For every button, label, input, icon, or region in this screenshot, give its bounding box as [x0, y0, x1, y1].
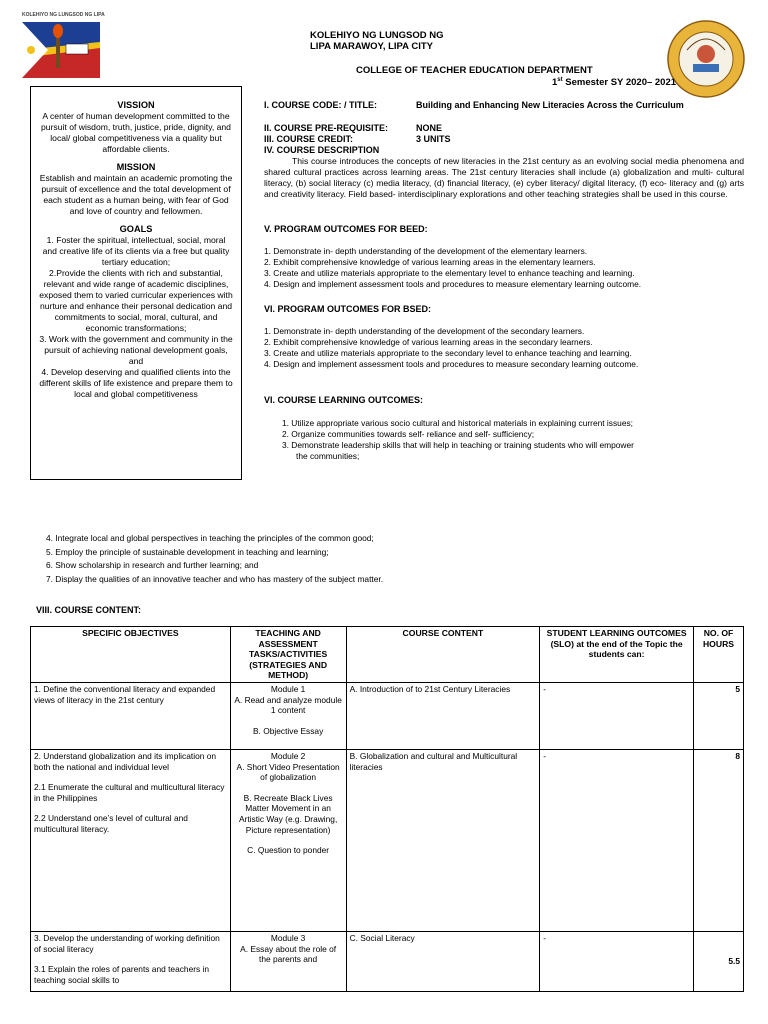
- bsed-item: 2. Exhibit comprehensive knowledge of various learning areas in the secondary learners.: [264, 337, 593, 347]
- goals-title: GOALS: [119, 224, 153, 234]
- bsed-item: 3. Create and utilize materials appropriate to the secondary level to enhance teaching and learning.: [264, 348, 632, 358]
- course-title: Building and Enhancing New Literacies Across the Curriculum: [416, 100, 684, 110]
- objective-line: 2.2 Understand one’s level of cultural and multicultural literacy.: [34, 813, 188, 834]
- cell-hours: 5.5: [694, 931, 744, 991]
- cell-tasks: [230, 749, 346, 931]
- goal-item: 3. Work with the government and community in the pursuit of achieving national development goals, and: [39, 334, 233, 366]
- task-line: [234, 783, 343, 793]
- task-line: [234, 716, 343, 726]
- col-header-objectives: SPECIFIC OBJECTIVES: [31, 627, 231, 683]
- semester-sup: st: [557, 77, 563, 83]
- cte-seal-icon: [667, 20, 745, 98]
- clo-title: VI. COURSE LEARNING OUTCOMES:: [264, 395, 424, 405]
- cell-hours: 5: [694, 682, 744, 749]
- task-line: [234, 835, 343, 845]
- mission-title: MISSION: [116, 162, 156, 172]
- cte-seal: [667, 20, 745, 98]
- clo-item: 6. Show scholarship in research and further learning; and: [46, 560, 259, 570]
- course-content-table: [30, 626, 744, 992]
- clo-item: the communities;: [296, 451, 360, 461]
- bsed-title: VI. PROGRAM OUTCOMES FOR BSED:: [264, 304, 432, 314]
- bsed-item: 4. Design and implement assessment tools and procedures to measure secondary learning outcome.: [264, 359, 639, 369]
- vision-mission-box: [30, 86, 242, 480]
- goal-item: 4. Develop deserving and qualified clients into the different skills of life existence and prepare them to local and global competitiveness: [39, 367, 233, 399]
- task-line: B. Objective Essay: [252, 725, 324, 736]
- school-name: KOLEHIYO NG LUNGSOD NG: [310, 30, 444, 41]
- cell-objective: [31, 931, 231, 991]
- cell-slo: -: [540, 931, 694, 991]
- mission-text: Establish and maintain an academic promoting the pursuit of excellence and the total development of each student as a human being, with fear of God and love of country and fellowmen.: [39, 173, 233, 216]
- prereq-value: NONE: [416, 123, 443, 133]
- kll-logo: [22, 22, 100, 78]
- task-line: A. Read and analyze module 1 content: [234, 694, 342, 716]
- clo-list-bottom: [46, 532, 736, 586]
- cell-slo: -: [540, 749, 694, 931]
- beed-item: 1. Demonstrate in- depth understanding of the development of the elementary learners.: [264, 246, 588, 256]
- clo-item: 3. Demonstrate leadership skills that will help in teaching or training students who will empower: [282, 440, 634, 450]
- cell-objective: [31, 682, 231, 749]
- logo-caption: KOLEHIYO NG LUNGSOD NG LIPA: [22, 12, 105, 18]
- table-header-row: [31, 627, 744, 683]
- cell-content: C. Social Literacy: [346, 931, 540, 991]
- objective-line: 2. Understand globalization and its implication on both the national and individual level: [34, 750, 217, 772]
- objective-line: [34, 954, 227, 964]
- bsed-list: [264, 326, 744, 370]
- beed-list: [264, 246, 744, 290]
- semester-text: Semester SY 2020– 2021: [562, 77, 677, 89]
- objective-line: 1. Define the conventional literacy and expanded views of literacy in the 21st century: [34, 683, 216, 705]
- col-header-hours: NO. OF HOURS: [694, 627, 744, 683]
- department-name: COLLEGE OF TEACHER EDUCATION DEPARTMENT: [356, 65, 593, 76]
- task-line: A. Short Video Presentation of globalization: [236, 761, 340, 783]
- vision-title: VISSION: [117, 100, 155, 110]
- task-line: Module 2: [270, 750, 306, 761]
- clo-list-top: [282, 418, 742, 462]
- table-row: [31, 931, 744, 991]
- school-address: LIPA MARAWOY, LIPA CITY: [310, 41, 433, 52]
- clo-item: 7. Display the qualities of an innovative teacher and who has mastery of the subject matter.: [46, 573, 384, 584]
- objective-line: 3. Develop the understanding of working definition of social literacy: [34, 932, 220, 954]
- cell-slo: -: [540, 682, 694, 749]
- beed-item: 4. Design and implement assessment tools and procedures to measure elementary learning outcome.: [264, 279, 642, 289]
- semester-number: 1: [552, 77, 558, 89]
- goal-item: 1. Foster the spiritual, intellectual, social, moral and creative life of its clients via a free but quality tertiary education;: [42, 235, 230, 267]
- objective-line: [34, 803, 227, 813]
- task-line: Module 1: [270, 683, 306, 694]
- task-line: B. Recreate Black Lives Matter Movement in an Artistic Way (e.g. Drawing, Picture representation): [238, 792, 338, 835]
- clo-item: 4. Integrate local and global perspectives in teaching the principles of the common good;: [46, 533, 374, 543]
- objective-line: 2.1 Enumerate the cultural and multicultural literacy in the Philippines: [34, 782, 225, 803]
- clo-item: 2. Organize communities towards self- reliance and self- sufficiency;: [282, 429, 535, 439]
- task-line: A. Essay about the role of the parents and: [240, 943, 337, 965]
- course-description: This course introduces the concepts of new literacies in the 21st century as an evolving social media phenomena and shared cultural practices across learning areas. The 21st century literacies shall include (a) globalization and multi- cultural literacy, (b) social literacy (c) media literacy, (d) financial literacy, (e) cyber literacy/ digital literacy, (f) eco- literacy and (g) arts and creativity literacy. Field based- interdisciplinary explorations and other teaching strategies shall be used in this course.: [264, 156, 744, 199]
- beed-item: 3. Create and utilize materials appropriate to the elementary level to enhance teaching and learning.: [264, 268, 635, 278]
- course-code-label: I. COURSE CODE: / TITLE:: [264, 100, 378, 110]
- credit-label: III. COURSE CREDIT:: [264, 134, 354, 144]
- cell-tasks: [230, 931, 346, 991]
- col-header-content: COURSE CONTENT: [346, 627, 540, 683]
- bsed-item: 1. Demonstrate in- depth understanding of the development of the secondary learners.: [264, 326, 585, 336]
- clo-item: 1. Utilize appropriate various socio cultural and historical materials in explaining current issues;: [282, 418, 633, 428]
- prereq-label: II. COURSE PRE-REQUISITE:: [264, 123, 389, 133]
- vision-text: A center of human development committed to the pursuit of wisdom, truth, justice, pride, dignity, and local/ global competitiveness via a quality but affordable clients.: [41, 111, 231, 154]
- cell-content: A. Introduction of to 21st Century Literacies: [346, 682, 540, 749]
- table-row: [31, 749, 744, 931]
- semester-line: [552, 77, 676, 88]
- content-title: VIII. COURSE CONTENT:: [36, 605, 142, 615]
- kll-logo-icon: [22, 22, 100, 78]
- task-line: Module 3: [270, 932, 306, 943]
- objective-line: 3.1 Explain the roles of parents and teachers in teaching social skills to: [34, 964, 210, 985]
- desc-label: IV. COURSE DESCRIPTION: [264, 145, 380, 155]
- credit-value: 3 UNITS: [416, 134, 451, 144]
- beed-item: 2. Exhibit comprehensive knowledge of various learning areas in the elementary learners.: [264, 257, 596, 267]
- task-line: C. Question to ponder: [247, 845, 330, 856]
- col-header-slo: STUDENT LEARNING OUTCOMES (SLO) at the end of the Topic the students can:: [540, 627, 694, 683]
- goal-item: 2.Provide the clients with rich and substantial, relevant and wide range of academic disciplines, exposed them to varied curricular experiences with nurture and enhance their personal dedication and commitments to social, moral, cultural, and economic transformations;: [39, 268, 233, 333]
- cell-hours: 8: [694, 749, 744, 931]
- cell-objective: [31, 749, 231, 931]
- clo-item: 5. Employ the principle of sustainable development in teaching and learning;: [46, 546, 329, 557]
- table-row: [31, 682, 744, 749]
- beed-title: V. PROGRAM OUTCOMES FOR BEED:: [264, 224, 428, 234]
- objective-line: [34, 772, 227, 782]
- cell-content: B. Globalization and cultural and Multicultural literacies: [346, 749, 540, 931]
- col-header-tasks: TEACHING AND ASSESSMENT TASKS/ACTIVITIES (STRATEGIES AND METHOD): [230, 627, 346, 683]
- cell-tasks: [230, 682, 346, 749]
